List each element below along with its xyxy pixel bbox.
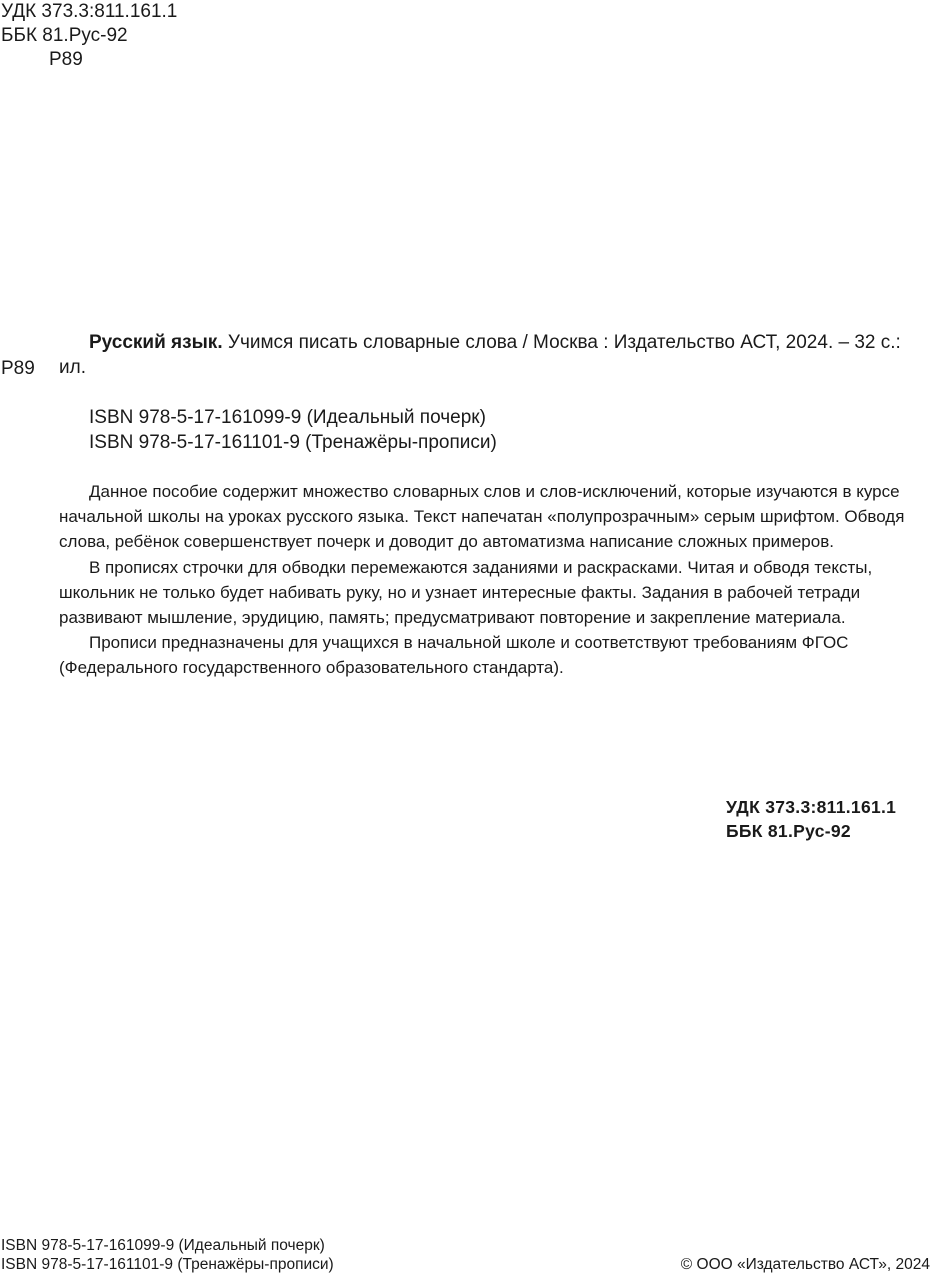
margin-author-mark: Р89: [1, 358, 35, 379]
top-classification-codes: [1, 0, 177, 72]
annotation: [59, 479, 921, 681]
isbn-line: ISBN 978-5-17-161099-9 (Идеальный почерк): [89, 407, 486, 428]
bbk-code: ББК 81.Рус-92: [1, 25, 128, 46]
isbn-line: ISBN 978-5-17-161101-9 (Тренажёры-прописи): [89, 432, 497, 453]
bibliographic-record: [59, 330, 919, 380]
udk-code: УДК 373.3:811.161.1: [726, 797, 897, 817]
footer-isbn-line: ISBN 978-5-17-161099-9 (Идеальный почерк): [1, 1237, 325, 1254]
footer-isbn-line: ISBN 978-5-17-161101-9 (Тренажёры-прописи): [1, 1256, 334, 1273]
footer-isbn-block: [1, 1236, 334, 1274]
annotation-paragraph: Данное пособие содержит множество словарных слов и слов-исключений, которые изучаются в курсе начальной школы на уроках русского языка. Текст напечатан «полупрозрачным» серым шрифтом. Обводя слова, ребёнок совершенствует почерк и доводит до автоматизма написание сложных примеров.: [59, 482, 905, 552]
bibliographic-details: Учимся писать словарные слова / Москва : Издательство АСТ, 2024. – 32 с.: ил.: [59, 332, 901, 378]
annotation-paragraph: В прописях строчки для обводки перемежаются заданиями и раскрасками. Читая и обводя тексты, школьник не только будет набивать руку, но и узнает интересные факты. Задания в рабочей тетради развивают мышление, эрудицию, память; предусматривают повторение и закрепление материала.: [59, 557, 873, 628]
copyright-notice: © ООО «Издательство АСТ», 2024: [680, 1256, 930, 1273]
book-title: Русский язык.: [89, 332, 223, 353]
annotation-paragraph: Прописи предназначены для учащихся в начальной школе и соответствуют требованиям ФГОС (Федерального государственного образовательного стандарта).: [59, 633, 849, 678]
udk-code: УДК 373.3:811.161.1: [1, 1, 178, 22]
classification-codes-bold: [726, 795, 896, 843]
bbk-code: ББК 81.Рус-92: [726, 821, 851, 841]
isbn-block: [89, 405, 497, 455]
author-mark: Р89: [49, 49, 83, 70]
